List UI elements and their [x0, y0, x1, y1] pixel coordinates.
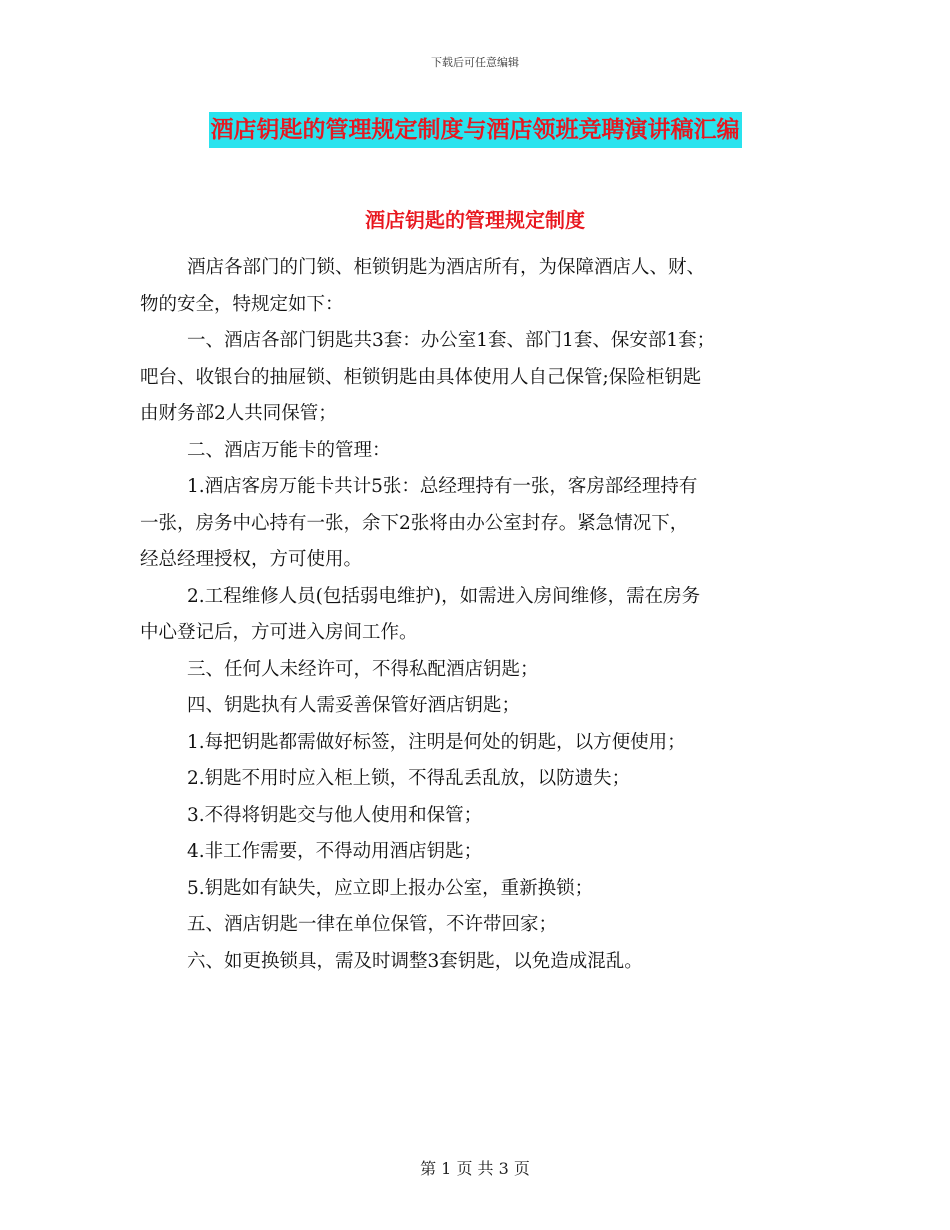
document-body	[140, 250, 820, 980]
paragraph: 三、任何人未经许可，不得私配酒店钥匙；	[187, 658, 539, 680]
document-title-container	[0, 112, 950, 148]
header-note: 下载后可任意编辑	[431, 56, 519, 69]
section-title: 酒店钥匙的管理规定制度	[365, 208, 585, 232]
paragraph: 酒店各部门的门锁、柜锁钥匙为酒店所有，为保障酒店人、财、 物的安全，特规定如下：	[140, 257, 706, 315]
paragraph: 六、如更换锁具，需及时调整3套钥匙，以免造成混乱。	[187, 950, 643, 972]
paragraph: 1.每把钥匙都需做好标签，注明是何处的钥匙，以方便使用；	[187, 731, 686, 753]
paragraph: 2.工程维修人员(包括弱电维护)，如需进入房间维修，需在房务 中心登记后，方可进入房间工作。	[140, 585, 701, 643]
paragraph: 1.酒店客房万能卡共计5张：总经理持有一张，客房部经理持有 一张，房务中心持有一张，余下2张将由办公室封存。紧急情况下， 经总经理授权，方可使用。	[140, 476, 698, 570]
paragraph: 二、酒店万能卡的管理：	[187, 439, 391, 461]
paragraph: 3.不得将钥匙交与他人使用和保管；	[187, 804, 483, 826]
paragraph: 五、酒店钥匙一律在单位保管，不许带回家；	[187, 914, 558, 935]
paragraph: 4.非工作需要，不得动用酒店钥匙；	[187, 841, 483, 862]
document-title: 酒店钥匙的管理规定制度与酒店领班竞聘演讲稿汇编	[209, 112, 742, 148]
paragraph: 5.钥匙如有缺失，应立即上报办公室，重新换锁；	[187, 877, 594, 899]
paragraph: 一、酒店各部门钥匙共3套：办公室1套、部门1套、保安部1套； 吧台、收银台的抽屉锁、柜锁钥匙由具体使用人自己保管;保险柜钥匙 由财务部2人共同保管；	[140, 330, 716, 424]
page-number-footer: 第 1 页 共 3 页	[420, 1159, 530, 1178]
paragraph: 四、钥匙执有人需妥善保管好酒店钥匙；	[187, 695, 521, 716]
paragraph: 2.钥匙不用时应入柜上锁，不得乱丢乱放，以防遗失；	[187, 768, 631, 789]
